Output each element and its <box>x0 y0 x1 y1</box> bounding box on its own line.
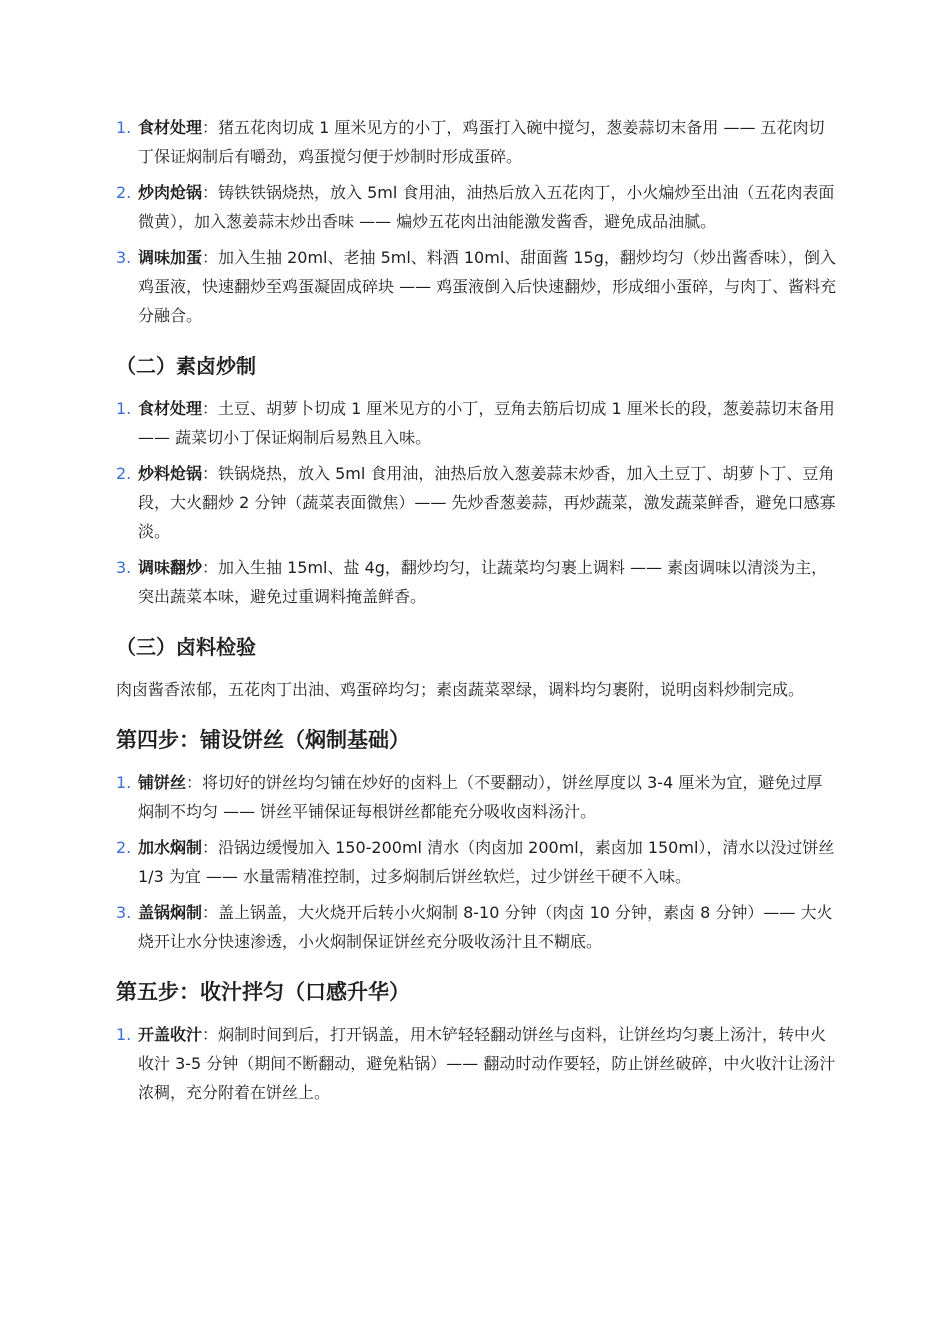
step-label: 调味加蛋 <box>138 248 203 267</box>
subheading-veg-sauce: （二）素卤炒制 <box>116 354 256 378</box>
list-item <box>116 243 838 330</box>
list-item <box>116 898 838 956</box>
list-item <box>116 768 838 826</box>
step-label: 开盖收汁 <box>138 1025 203 1044</box>
step-text: ：加入生抽 20ml、老抽 5ml、料酒 10ml、甜面酱 15g，翻炒均匀（炒出酱香味），倒入鸡蛋液，快速翻炒至鸡蛋凝固成碎块 —— 鸡蛋液倒入后快速翻炒，形成细小蛋碎，与肉丁、酱料充分融合。 <box>138 248 837 325</box>
step-label: 食材处理 <box>138 118 203 137</box>
step-text: ：将切好的饼丝均匀铺在炒好的卤料上（不要翻动），饼丝厚度以 3-4 厘米为宜，避免过厚焖制不均匀 —— 饼丝平铺保证每根饼丝都能充分吸收卤料汤汁。 <box>138 773 823 821</box>
list-number: 3. <box>116 558 132 577</box>
step-text: ：加入生抽 15ml、盐 4g，翻炒均匀，让蔬菜均匀裹上调料 —— 素卤调味以清淡为主，突出蔬菜本味，避免过重调料掩盖鲜香。 <box>138 558 828 606</box>
list-item <box>116 459 838 546</box>
subheading-sauce-check: （三）卤料检验 <box>116 635 256 659</box>
veg-sauce-steps <box>116 394 838 611</box>
list-item <box>116 553 838 611</box>
step-label: 炒肉炝锅 <box>138 183 203 202</box>
sauce-check-paragraph: 肉卤酱香浓郁，五花肉丁出油、鸡蛋碎均匀；素卤蔬菜翠绿，调料均匀裹附，说明卤料炒制完成。 <box>116 680 805 699</box>
step-label: 食材处理 <box>138 399 203 418</box>
step-text: ：沿锅边缓慢加入 150-200ml 清水（肉卤加 200ml，素卤加 150ml），清水以没过饼丝 1/3 为宜 —— 水量需精准控制，过多焖制后饼丝软烂，过少饼丝干硬不入味。 <box>138 838 835 886</box>
list-number: 1. <box>116 399 132 418</box>
list-item <box>116 394 838 452</box>
list-number: 1. <box>116 773 132 792</box>
list-number: 2. <box>116 838 132 857</box>
step-label: 加水焖制 <box>138 838 203 857</box>
list-number: 3. <box>116 248 132 267</box>
list-number: 3. <box>116 903 132 922</box>
list-item <box>116 1020 838 1107</box>
list-number: 2. <box>116 464 132 483</box>
step-text: ：铸铁铁锅烧热，放入 5ml 食用油，油热后放入五花肉丁，小火煸炒至出油（五花肉表面微黄），加入葱姜蒜末炒出香味 —— 煸炒五花肉出油能激发酱香，避免成品油腻。 <box>138 183 835 231</box>
list-number: 2. <box>116 183 132 202</box>
list-item <box>116 178 838 236</box>
step-four-list <box>116 768 838 956</box>
heading-step-five: 第五步：收汁拌匀（口感升华） <box>116 980 410 1004</box>
list-item <box>116 833 838 891</box>
meat-sauce-steps <box>116 113 838 330</box>
step-label: 炒料炝锅 <box>138 464 203 483</box>
step-text: ：焖制时间到后，打开锅盖，用木铲轻轻翻动饼丝与卤料，让饼丝均匀裹上汤汁，转中火收汁 3-5 分钟（期间不断翻动，避免粘锅）—— 翻动时动作要轻，防止饼丝破碎，中火收汁让汤汁浓稠，充分附着在饼丝上。 <box>138 1025 836 1102</box>
step-text: ：铁锅烧热，放入 5ml 食用油，油热后放入葱姜蒜末炒香，加入土豆丁、胡萝卜丁、豆角段，大火翻炒 2 分钟（蔬菜表面微焦）—— 先炒香葱姜蒜，再炒蔬菜，激发蔬菜鲜香，避免口感寡淡。 <box>138 464 836 541</box>
list-number: 1. <box>116 1025 132 1044</box>
step-label: 盖锅焖制 <box>138 903 203 922</box>
list-item <box>116 113 838 171</box>
step-text: ：猪五花肉切成 1 厘米见方的小丁，鸡蛋打入碗中搅匀，葱姜蒜切末备用 —— 五花肉切丁保证焖制后有嚼劲，鸡蛋搅匀便于炒制时形成蛋碎。 <box>138 118 825 166</box>
step-label: 调味翻炒 <box>138 558 203 577</box>
heading-step-four: 第四步：铺设饼丝（焖制基础） <box>116 728 410 752</box>
list-number: 1. <box>116 118 132 137</box>
step-five-list <box>116 1020 838 1107</box>
step-text: ：盖上锅盖，大火烧开后转小火焖制 8-10 分钟（肉卤 10 分钟，素卤 8 分钟）—— 大火烧开让水分快速渗透，小火焖制保证饼丝充分吸收汤汁且不糊底。 <box>138 903 833 951</box>
step-text: ：土豆、胡萝卜切成 1 厘米见方的小丁，豆角去筋后切成 1 厘米长的段，葱姜蒜切末备用 —— 蔬菜切小丁保证焖制后易熟且入味。 <box>138 399 835 447</box>
step-label: 铺饼丝 <box>138 773 187 792</box>
